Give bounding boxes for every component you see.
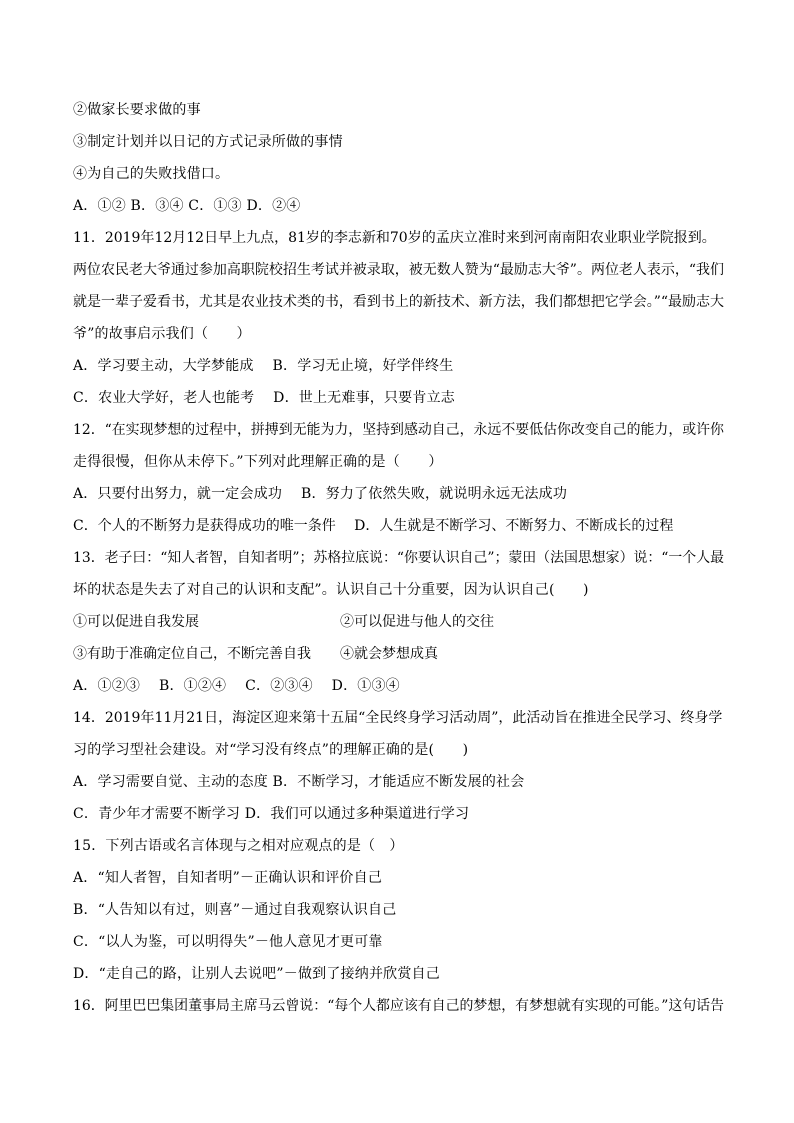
option-line-2: ②做家长要求做的事 — [73, 102, 201, 118]
answer-choice-q15-b: B．“人告知以有过，则喜”－通过自我观察认识自己 — [73, 902, 397, 918]
statement-3: ③有助于准确定位自己，不断完善自我 — [73, 646, 311, 662]
question-12-line-2: 走得很慢，但你从未停下。”下列对此理解正确的是（ ） — [73, 454, 443, 470]
statement-2: ②可以促进与他人的交往 — [340, 614, 494, 630]
answer-choice-q15-d: D．“走自己的路，让别人去说吧”－做到了接纳并欣赏自己 — [73, 966, 440, 982]
answer-choices-q12-ab: A．只要付出努力，就一定会成功 B．努力了依然失败，就说明永远无法成功 — [73, 486, 568, 502]
question-15-stem: 15．下列古语或名言体现与之相对应观点的是（ ） — [73, 838, 404, 854]
question-11-line-4: 爷”的故事启示我们（ ） — [73, 326, 251, 342]
answer-choices-q10: A．①② B．③④ C．①③ D．②④ — [73, 198, 301, 214]
statement-4: ④就会梦想成真 — [340, 646, 438, 662]
answer-choice-q15-c: C．“以人为鉴，可以明得失”－他人意见才更可靠 — [73, 934, 383, 950]
answer-choices-q13: A．①②③ B．①②④ C．②③④ D．①③④ — [73, 678, 400, 694]
question-11-line-3: 就是一辈子爱看书，尤其是农业技术类的书，看到书上的新技术、新方法，我们都想把它学会。”“最励志大 — [73, 294, 724, 310]
option-line-4: ④为自己的失败找借口。 — [73, 166, 230, 182]
statement-1: ①可以促进自我发展 — [73, 614, 199, 630]
question-16-line-1: 16．阿里巴巴集团董事局主席马云曾说：“每个人都应该有自己的梦想，有梦想就有实现的可能。”这句话告 — [73, 998, 725, 1014]
answer-choices-q14-cd: C．青少年才需要不断学习 D．我们可以通过多种渠道进行学习 — [73, 806, 470, 822]
answer-choices-q11-cd: C．农业大学好，老人也能考 D．世上无难事，只要肯立志 — [73, 390, 455, 406]
answer-choices-q11-ab: A．学习要主动，大学梦能成 B．学习无止境，好学伴终生 — [73, 358, 454, 374]
question-14-line-1: 14．2019年11月21日，海淀区迎来第十五届“全民终身学习活动周”，此活动旨在推进全民学习、终身学 — [73, 710, 723, 726]
question-14-line-2: 习的学习型社会建设。对“学习没有终点”的理解正确的是( ) — [73, 742, 469, 758]
question-12-line-1: 12．“在实现梦想的过程中，拼搏到无能为力，坚持到感动自己，永远不要低估你改变自己的能力，或许你 — [73, 422, 724, 438]
answer-choices-q12-cd: C．个人的不断努力是获得成功的唯一条件 D．人生就是不断学习、不断努力、不断成长的过程 — [73, 518, 674, 534]
option-line-3: ③制定计划并以日记的方式记录所做的事情 — [73, 134, 343, 150]
question-11-line-2: 两位农民老大爷通过参加高职院校招生考试并被录取，被无数人赞为“最励志大爷”。两位老人表示，“我们 — [73, 262, 725, 278]
answer-choices-q14-ab: A．学习需要自觉、主动的态度 B．不断学习，才能适应不断发展的社会 — [73, 774, 525, 790]
question-11-line-1: 11．2019年12月12日早上九点，81岁的李志新和70岁的孟庆立准时来到河南南阳农业职业学院报到。 — [73, 230, 716, 246]
question-13-line-2: 坏的状态是失去了对自己的认识和支配”。认识自己十分重要，因为认识自己( ) — [73, 582, 589, 598]
question-13-line-1: 13．老子曰：“知人者智，自知者明”；苏格拉底说：“你要认识自己”；蒙田（法国思想家）说：“一个人最 — [73, 550, 725, 566]
answer-choice-q15-a: A．“知人者智，自知者明”－正确认识和评价自己 — [73, 870, 383, 886]
